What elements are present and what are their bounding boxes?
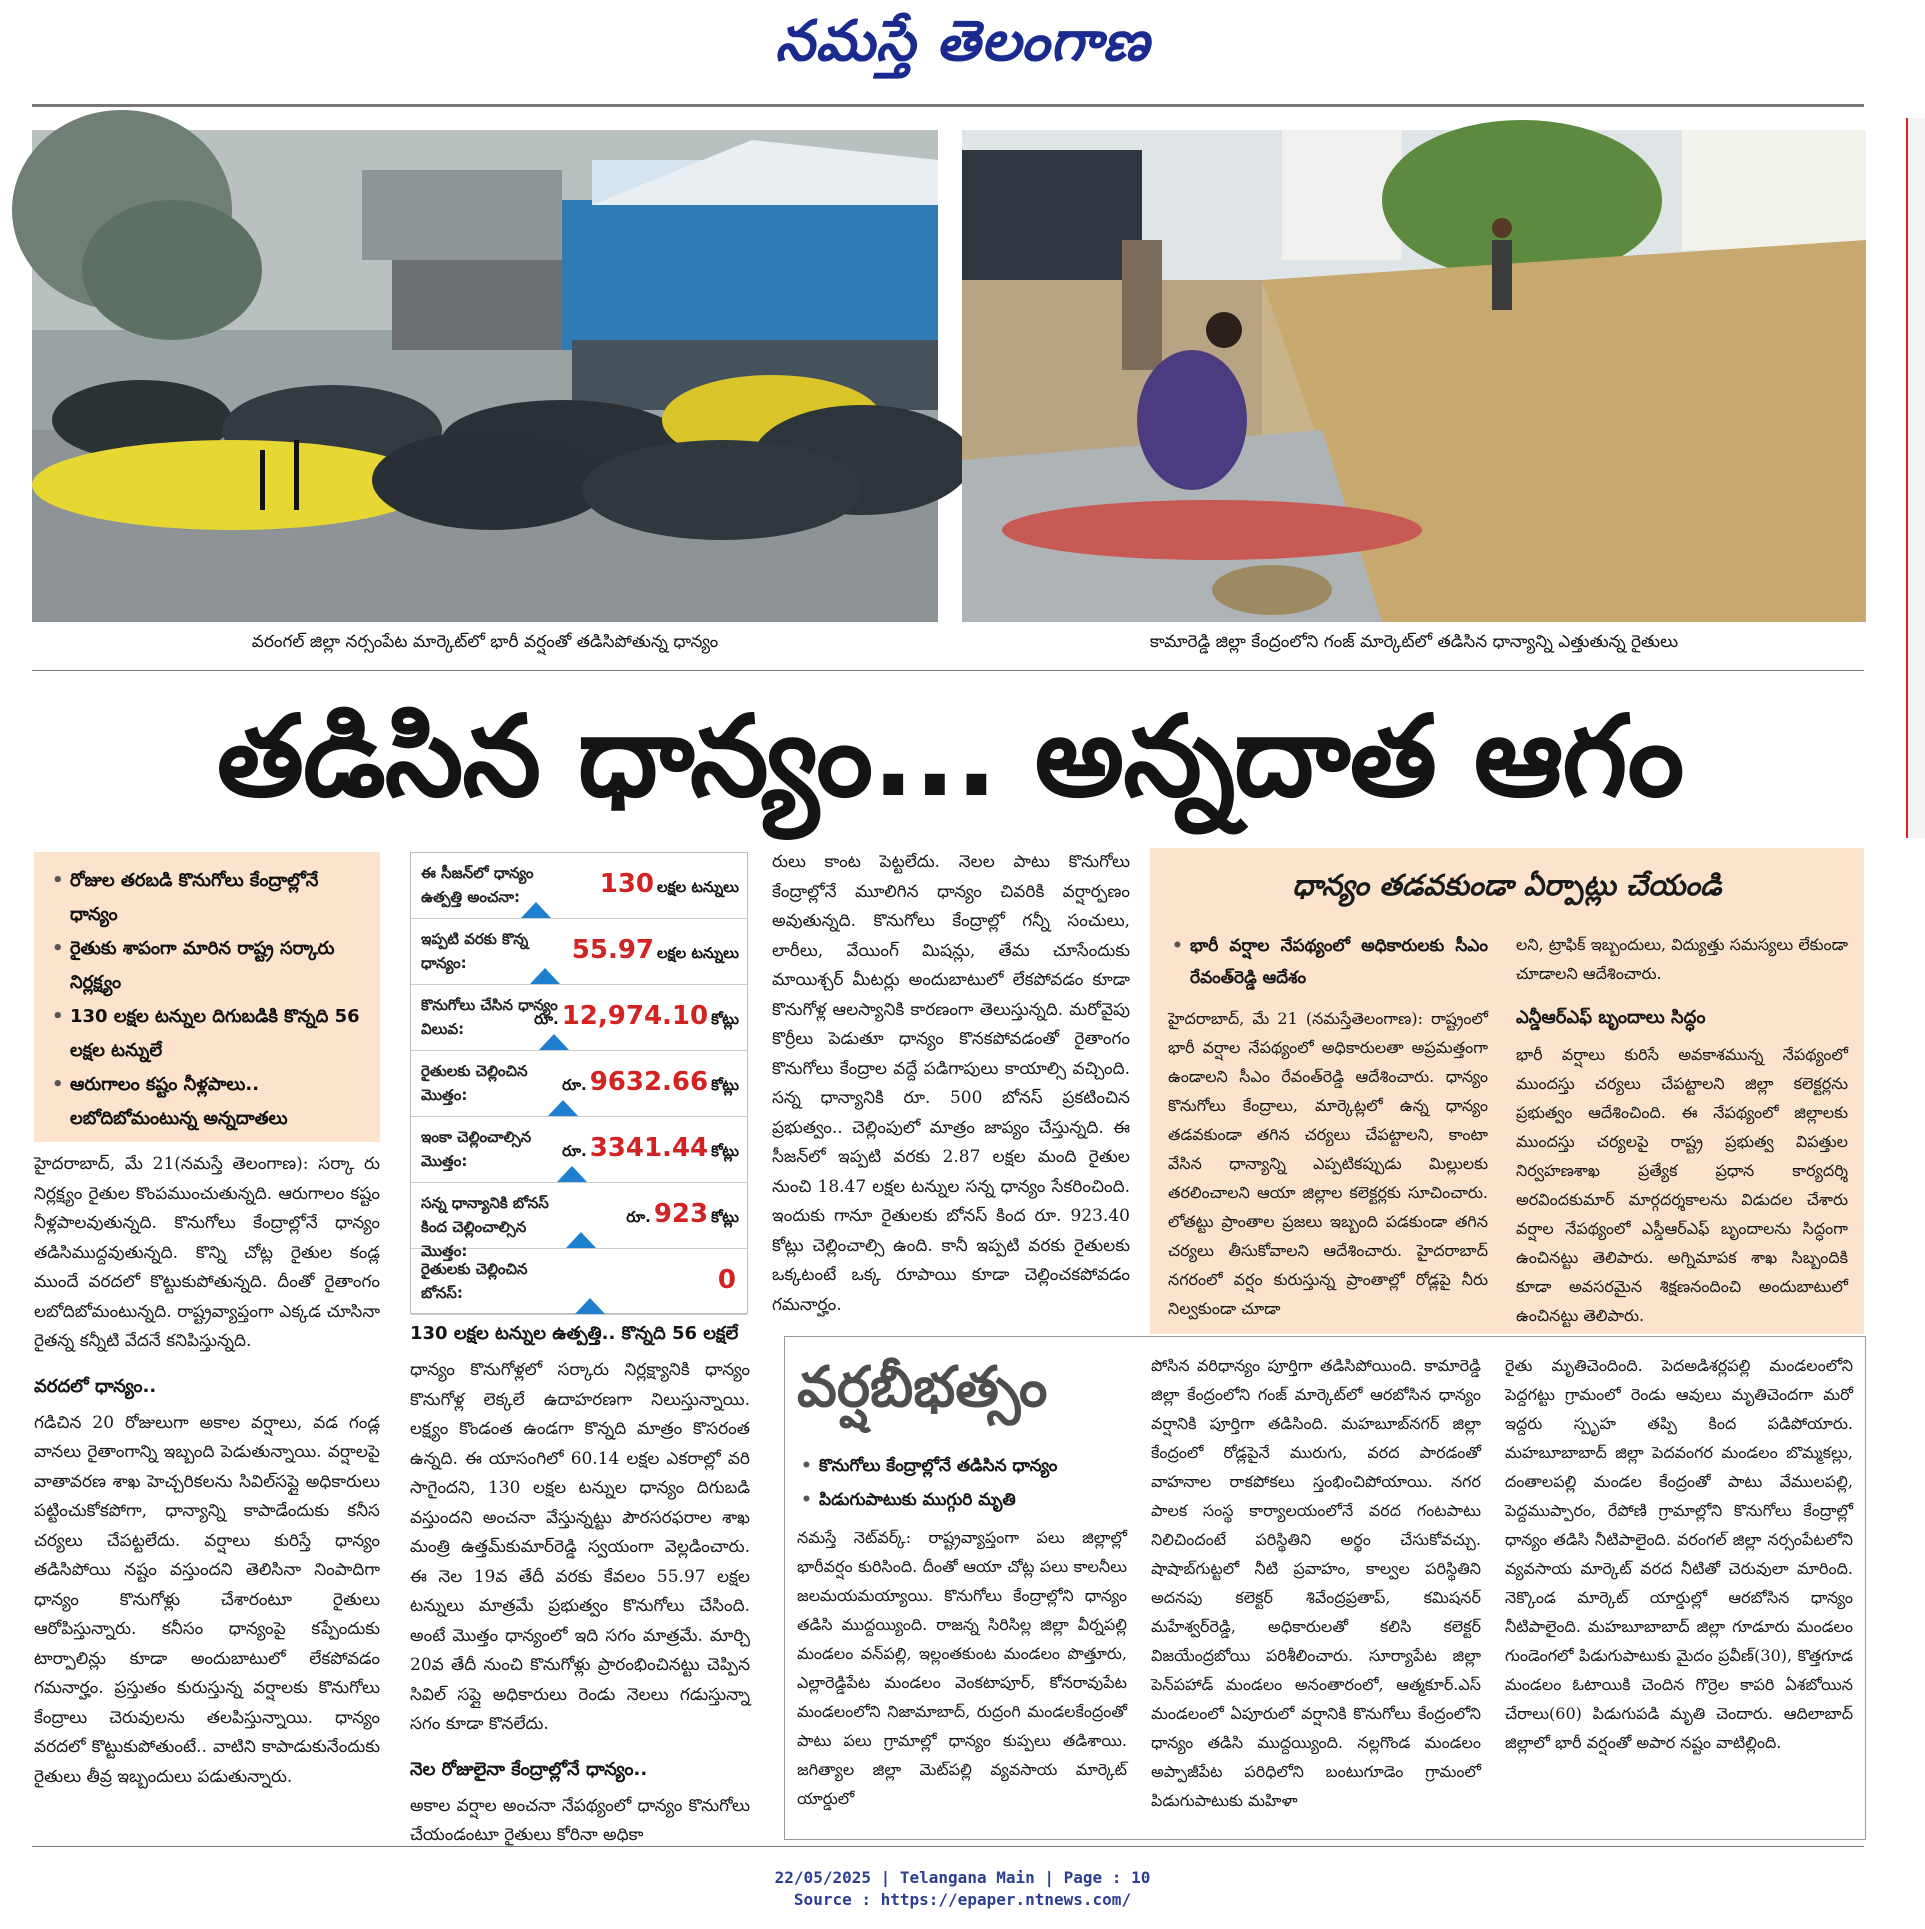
photo-kamareddy-ganj-market [962,130,1866,622]
stat-row [411,919,747,985]
stat-arrow-icon [575,1298,605,1314]
photo-caption-2: కామారెడ్డి జిల్లా కేంద్రంలోని గంజ్‌ మార్కెట్‌లో తడిసిన ధాన్యాన్ని ఎత్తుతున్న రైతులు [1149,632,1679,652]
stat-unit: కోట్లు [711,1076,739,1094]
stat-row [411,985,747,1051]
stat-number: 9632.66 [589,1067,709,1097]
stat-number: 3341.44 [589,1133,709,1163]
article-paragraph: అకాల వర్షాల అంచనా నేపథ్యంలో ధాన్యం కొనుగోలు చేయండంటూ రైతులు కోరినా అధికా [410,1795,750,1845]
stat-prefix: రూ. [562,1142,587,1160]
highlight-item: • 130 లక్షల టన్నుల దిగుబడికి కొన్నది 56 లక్షల టన్నులే [48,1000,366,1068]
stat-number: 0 [717,1265,736,1295]
photo-caption-1: వరంగల్‌ జిల్లా నర్సంపేట మార్కెట్‌లో భారీ వర్షంతో తడిసిపోతున్న ధాన్యం [251,632,719,652]
article-paragraph: భారీ వర్షాలు కురిసే అవకాశమున్న నేపథ్యంలో ముందస్తు చర్యలు చేపట్టాలని జిల్లా కలెక్టర్లను ప్రభుత్వం ఆదేశించింది. ఈ నేపథ్యంలో జిల్లాలకు ముందస్తు చర్యలపై రాష్ట్ర ప్రభుత్వ విపత్తుల నిర్వహణశాఖ ప్రత్యేక ప్రధాన కార్యదర్శి అరవిందకుమార్‌ మార్గదర్శకాలను విడుదల చేశారు వర్షాల నేపథ్యంలో ఎస్డీఆర్‌ఎఫ్‌ బృందాలను సిద్ధంగా ఉంచినట్టు తెలిపారు. అగ్నిమాపక శాఖ సిబ్బందికి కూడా అవసరమైన శిక్షణనందించి అందుబాటులో ఉంచినట్టు తెలిపారు. [1516,1045,1848,1325]
cm-directive-title: ధాన్యం తడవకుండా ఏర్పాట్లు చేయండి [1292,868,1722,902]
article-paragraph: లని, ట్రాఫిక్‌ ఇబ్బందులు, విద్యుత్తు సమస్యలు లేకుండా చూడాలని ఆదేశించారు. [1516,935,1848,983]
stat-unit: కోట్లు [711,1208,739,1226]
rain-havoc-column-1 [797,1449,1127,1837]
stat-label: రైతులకు చెల్లించిన బోనస్‌: [421,1260,528,1302]
footer-rule [32,1846,1864,1847]
stat-arrow-icon [566,1232,596,1248]
article-subhead: వరదలో ధాన్యం.. [34,1375,157,1397]
stat-unit: కోట్లు [711,1010,739,1028]
stat-label: సన్న ధాన్యానికి బోనస్‌ కింద చెల్లించాల్సిన మొత్తం: [421,1194,549,1260]
stat-row [411,1183,747,1260]
stat-value [562,1133,739,1164]
article-paragraph: రైతు మృతిచెందింది. పెదఅడిశర్లపల్లి మండలంలోని పెద్దగట్టు గ్రామంలో రెండు ఆవులు మృతిచెందగా మరో ఇద్దరు స్పృహ తప్పి కింద పడిపోయారు. మహబూబాబాద్‌ జిల్లా పెదవంగర మండలం బొమ్మకల్లు, దంతాలపల్లి మండల కేంద్రంతో పాటు వేములపల్లి, పెద్దముప్పారం, రేపోణి గ్రామాల్లోని కొనుగోలు కేంద్రాల్లో ధాన్యం తడిసి నీటిపాలైంది. వరంగల్‌ జిల్లా నర్సంపేటలోని వ్యవసాయ మార్కెట్‌ వరద నీటితో చెరువులా మారింది. నెక్కొండ మార్కెట్‌ యార్డుల్లో ఆరబోసిన ధాన్యం నీటిపాలైంది. మహబూబాబాద్‌ జిల్లా గూడూరు మండలం గుండెంగలో పిడుగుపాటుకు మైదం ప్రవీణ్‌(30), కొత్తగూడ మండలం ఓటాయికి చెందిన గొర్రెల కాపరి ఏశబోయిన చేరాలు(60) పిడుగుపడి మృతి చెందారు. ఆదిలాబాద్‌ జిల్లాలో భారీ వర్షంతో అపార నష్టం వాటిల్లింది. [1505,1356,1853,1752]
article-column-1 [34,1150,380,1830]
cm-directive-bullet: • భారీ వర్షాల నేపథ్యంలో అధికారులకు సీఎం రేవంత్‌రెడ్డి ఆదేశం [1168,930,1488,994]
stat-arrow-icon [521,902,551,918]
highlights-box [34,852,380,1142]
rain-havoc-story [784,1336,1866,1840]
article-paragraph: హైదరాబాద్‌, మే 21 (నమస్తేతెలంగాణ): రాష్ట్రంలో భారీ వర్షాల నేపథ్యంలో అధికారులతా అప్రమత్తంగా ఉండాలని సీఎం రేవంత్‌రెడ్డి ఆదేశించారు. ధాన్యం కొనుగోలు కేంద్రాలు, మార్కెట్లలో ఉన్న ధాన్యం తడవకుండా తగిన చర్యలు చేపట్టాలని, కాంటా వేసిన ధాన్యాన్ని ఎప్పటికప్పుడు మిల్లులకు తరలించాలని ఆయా జిల్లాల కలెక్టర్లకు సూచించారు. లోతట్టు ప్రాంతాల ప్రజలు ఇబ్బంది పడకుండా తగిన చర్యలు తీసుకోవాలని ఆదేశించారు. హైదరాబాద్‌ నగరంలో వర్షం కురుస్తున్న ప్రాంతాల్లో రోడ్లపై నీరు నిల్వకుండా చూడా [1168,1009,1488,1318]
stat-arrow-icon [539,1034,569,1050]
article-subhead: 130 లక్షల టన్నుల ఉత్పత్తి.. కొన్నది 56 లక్షలే [410,1323,739,1344]
stat-unit: లక్షల టన్నులు [657,878,739,896]
article-paragraph: గడిచిన 20 రోజులుగా అకాల వర్షాలు, వడ గండ్ల వానలు రైతాంగాన్ని ఇబ్బంది పెడుతున్నాయి. వర్షాలపై వాతావరణ శాఖ హెచ్చరికలను సివిల్‌సప్లై అధికారులు పట్టించుకోకపోగా, ధాన్యాన్ని కాపాడేందుకు కనీస చర్యలు చేపట్టలేదు. వర్షాలు కురిస్తే ధాన్యం తడిసిపోయి నష్టం వస్తుందని తెలిసినా నింపాదిగా ధాన్యం కొనుగోళ్లు చేశారంటూ రైతులు ఆరోపిస్తున్నారు. కనీసం ధాన్యంపై కప్పేందుకు టార్పాలిన్లు కూడా అందుబాటులో లేకపోవడం గమనార్హం. ప్రస్తుతం కురుస్తున్న వర్షాలకు కొనుగోలు కేంద్రాలు చెరువులను తలపిస్తున్నాయి. ధాన్యం వరదలో కొట్టుకుపోతుంటే.. వాటిని కాపాడుకునేందుకు రైతులు తీవ్ర ఇబ్బందులు పడుతున్నారు. [34,1412,380,1787]
stats-table [410,852,748,1314]
rain-havoc-title: వర్షబీభత్సం [797,1355,1048,1420]
stat-label: ఇంకా చెల్లించాల్సిన మొత్తం: [421,1128,532,1170]
article-paragraph: పోసిన వరిధాన్యం పూర్తిగా తడిసిపోయింది. కామారెడ్డి జిల్లా కేంద్రంలోని గంజ్‌ మార్కెట్‌లో ఆరబోసిన ధాన్యం వర్షానికి పూర్తిగా తడిసింది. మహబూబ్‌నగర్‌ జిల్లా కేంద్రంలో రోడ్లపైనే మురుగు, వరద పారడంతో వాహనాల రాకపోకలు స్తంభించిపోయాయి. నగర పాలక సంస్థ కార్యాలయంలోనే వరద గంటపాటు నిలిచిందంటే పరిస్థితిని అర్థం చేసుకోవచ్చు. షాషాబ్‌గుట్టలో నీటి ప్రవాహం, కాల్వల పరిస్థితిని అదనపు కలెక్టర్‌ శివేంద్రప్రతాప్‌, కమిషనర్‌ మహేశ్వర్‌రెడ్డి, అధికారులతో కలిసి కలెక్టర్‌ విజయేంద్రబోయి పరిశీలించారు. సూర్యాపేట జిల్లా పెన్‌పహాడ్‌ మండలం అనంతారంలో, ఆత్మకూర్‌.ఎస్‌ మండలంలో ఏపూరులో వర్షానికి కొనుగోలు కేంద్రంలోని ధాన్యం తడిసి ముద్దయ్యింది. నల్లగొండ మండలం అప్పాజీపేట పరిధిలోని బంటుగూడెం గ్రామంలో పిడుగుపాటుకు మహిళా [1151,1356,1481,1810]
stat-unit: లక్షల టన్నులు [657,944,739,962]
stat-value [626,1199,739,1230]
masthead [0,0,1925,90]
footer-source-link[interactable]: Source : https://epaper.ntnews.com/ [793,1890,1132,1909]
rain-havoc-column-2 [1151,1351,1481,1837]
photo-narsampet-market [32,130,938,622]
stat-row [411,853,747,919]
article-subhead: ఎన్డీఆర్‌ఎఫ్‌ బృందాలు సిద్ధం [1516,1007,1706,1028]
rain-havoc-bullet: • కొనుగోలు కేంద్రాల్లోనే తడిసిన ధాన్యం [797,1449,1127,1483]
masthead-rule [32,104,1864,107]
cm-directive-box [1150,848,1864,1334]
article-column-2 [410,1318,750,1845]
stat-number: 12,974.10 [561,1001,709,1031]
page-edge-strip [1906,118,1925,838]
stat-value [597,869,739,900]
main-headline: తడిసిన ధాన్యం... అన్నదాత ఆగం [216,692,1684,822]
stat-prefix: రూ. [534,1010,559,1028]
stat-row [411,1051,747,1117]
rain-havoc-column-3 [1505,1351,1853,1837]
stat-row [411,1249,747,1315]
rain-havoc-bullet: • పిడుగుపాటుకు ముగ్గురి మృతి [797,1483,1127,1517]
caption-rule [32,670,1864,671]
stat-prefix: రూ. [562,1076,587,1094]
stat-label: ఇప్పటి వరకు కొన్న ధాన్యం: [421,930,529,972]
stat-number: 923 [653,1199,709,1229]
article-paragraph: ధాన్యం కొనుగోళ్లలో సర్కారు నిర్లక్ష్యానికి ధాన్యం కొనుగోళ్ల లెక్కలే ఉదాహరణగా నిలుస్తున్నాయి. లక్ష్యం కొండంత ఉండగా కొన్నది మాత్రం కొసరంత ఉన్నది. ఈ యాసంగిలో 60.14 లక్షల ఎకరాల్లో వరి సాగైందని, 130 లక్షల టన్నుల ధాన్యం దిగుబడి వస్తుందని అంచనా వేస్తున్నట్టు పౌరసరఫరాల శాఖ మంత్రి ఉత్తమ్‌కుమార్‌రెడ్డి స్వయంగా వెల్లడించారు. ఈ నెల 19వ తేదీ వరకు కేవలం 55.97 లక్షల టన్నులు మాత్రమే ప్రభుత్వం కొనుగోలు చేసింది. అంటే మొత్తం ధాన్యంలో ఇది సగం మాత్రమే. మార్చి 20వ తేదీ నుంచి కొనుగోళ్లు ప్రారంభించినట్టు చెప్పిన సివిల్‌ సప్లై అధికారులు రెండు నెలలు గడుస్తున్నా సగం కూడా కొనలేదు. [410,1360,750,1734]
newspaper-logo: నమస్తే తెలంగాణ [775,8,1150,74]
article-paragraph: నమస్తే నెట్‌వర్క్‌: రాష్ట్రవ్యాప్తంగా పలు జిల్లాల్లో భారీవర్షం కురిసింది. దీంతో ఆయా చోట్ల పలు కాలనీలు జలమయమయ్యాయి. కొనుగోలు కేంద్రాల్లోని ధాన్యం తడిసి ముద్దయ్యింది. రాజన్న సిరిసిల్ల జిల్లా వీర్నపల్లి మండలం వన్‌పల్లి, ఇల్లంతకుంట మండలం పొత్తూరు, ఎల్లారెడ్డిపేట మండలం వెంకటాపూర్‌, కోనరావుపేట మండలంలోని నిజామాబాద్‌, రుద్రంగి మండలకేంద్రంతో పాటు పలు గ్రామాల్లో ధాన్యం కుప్పలు తడిశాయి. జగిత్యాల జిల్లా మెట్‌పల్లి వ్యవసాయ మార్కెట్‌ యార్డులో [797,1528,1127,1808]
article-subhead: నెల రోజులైనా కేంద్రాల్లోనే ధాన్యం.. [410,1758,648,1780]
stat-arrow-icon [530,968,560,984]
stat-prefix: రూ. [626,1208,651,1226]
cm-directive-column-2 [1516,930,1848,1330]
highlight-item: • రైతుకు శాపంగా మారిన రాష్ట్ర సర్కారు నిర్లక్ష్యం [48,932,366,1000]
article-paragraph: రులు కాంట పెట్టలేదు. నెలల పాటు కొనుగోలు కేంద్రాల్లోనే మూలిగిన ధాన్యం చివరికి వర్షార్పణం అవుతున్నది. కొనుగోలు కేంద్రాల్లో గన్నీ సంచులు, లారీలు, వేయింగ్‌ మిషన్లు, తేమ చూసేందుకు మాయిశ్చర్‌ మీటర్లు అందుబాటులో లేకపోవడం కూడా కొనుగోళ్ల ఆలస్యానికి కారణంగా తెలుస్తున్నది. మరోవైపు కొర్రీలు పెడుతూ ధాన్యం కొనకపోవడంతో రైతాంగం కొనుగోలు కేంద్రాల వద్దే పడిగాపులు కాయాల్సి వచ్చింది. సన్న ధాన్యానికి రూ. 500 బోనస్‌ ప్రకటించిన ప్రభుత్వం.. చెల్లింపులో మాత్రం జాప్యం చేస్తున్నది. ఈ సీజన్‌లో ఇప్పటి వరకు 2.87 లక్షల మంది రైతుల నుంచి 18.47 లక్షల టన్నుల సన్న ధాన్యం సేకరించింది. ఇందుకు గానూ రైతులకు బోనస్‌ కింద రూ. 923.40 కోట్లు చెల్లించాల్సి ఉంది. కానీ ఇప్పటి వరకు రైతులకు ఒక్కటంటే ఒక్క రూపాయి కూడా చెల్లించకపోవడం గమనార్హం. [772,852,1130,1315]
stat-unit: కోట్లు [711,1142,739,1160]
cm-directive-column-1 [1168,930,1488,1330]
stat-row [411,1117,747,1183]
article-paragraph: హైదరాబాద్‌, మే 21(నమస్తే తెలంగాణ): సర్కా రు నిర్లక్ష్యం రైతుల కొంపముంచుతున్నది. ఆరుగాలం కష్టం నీళ్లపాలవుతున్నది. కొనుగోలు కేంద్రాల్లోనే ధాన్యం తడిసిముద్దవుతున్నది. కొన్ని చోట్ల రైతుల కండ్ల ముందే వరదలో కొట్టుకుపోతున్నది. దీంతో రైతాంగం లబోదిబోమంటున్నది. రాష్ట్రవ్యాప్తంగా ఎక్కడ చూసినా రైతన్న కన్నీటి వేదనే కనిపిస్తున్నది. [34,1154,380,1351]
stat-arrow-icon [548,1100,578,1116]
highlight-item: • రోజుల తరబడి కొనుగోలు కేంద్రాల్లోనే ధాన్యం [48,864,366,932]
stat-arrow-icon [557,1166,587,1182]
stat-number: 55.97 [571,935,655,965]
stat-value [715,1265,739,1295]
stat-value [562,1067,739,1098]
stat-number: 130 [599,869,655,899]
stat-label: ఈ సీజన్‌లో ధాన్యం ఉత్పత్తి అంచనా: [421,864,534,906]
stat-value [569,935,739,966]
stat-label: రైతులకు చెల్లించిన మొత్తం: [421,1062,528,1104]
stat-value [534,1001,739,1032]
stat-label: కొనుగోలు చేసిన ధాన్యం విలువ: [421,996,558,1038]
highlight-item: • ఆరుగాలం కష్టం నీళ్లపాలు.. లబోదిబోమంటున్న అన్నదాతలు [48,1068,366,1136]
footer-date-page: 22/05/2025 | Telangana Main | Page : 10 [774,1868,1151,1887]
article-column-3 [772,848,1130,1326]
